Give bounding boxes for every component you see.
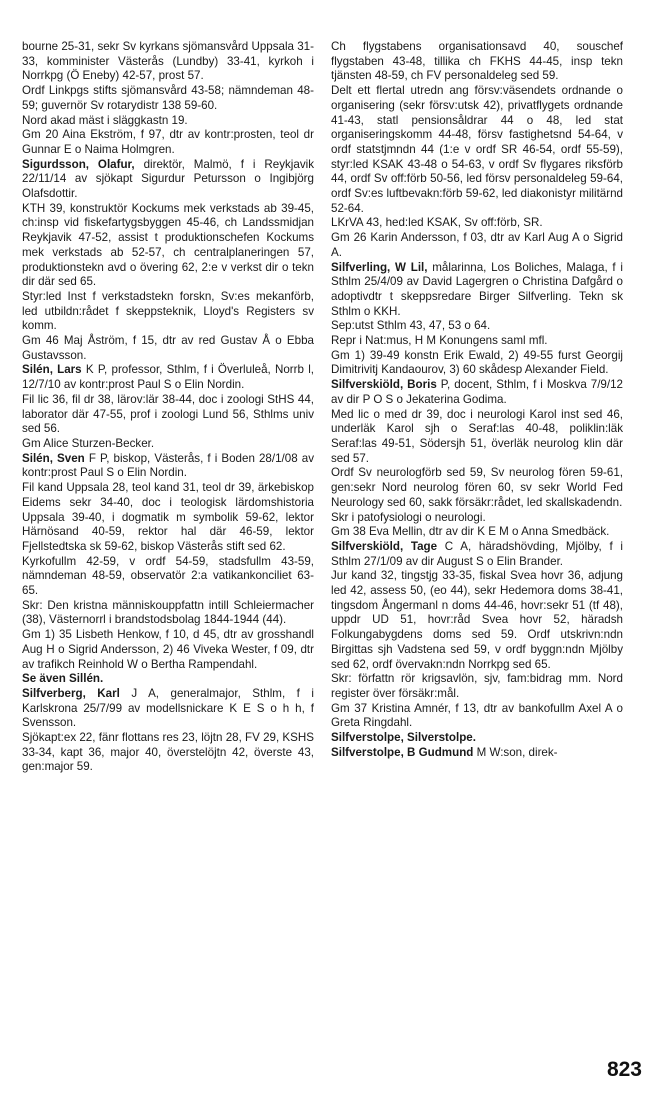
entry-paragraph (22, 481, 314, 555)
entry-text: Gm 1) 39-49 konstn Erik Ewald, 2) 49-55 furst Georgij Dimitrivitj Kandaourov, 3) 60 skådesp Alexander Field. (331, 348, 623, 377)
entry-headword: Silfverskiöld, Boris (331, 378, 437, 392)
entry-text: Gm 26 Karin Andersson, f 03, dtr av Karl Aug A o Sigrid A. (331, 231, 623, 259)
entry-paragraph (22, 437, 314, 452)
entry-paragraph (331, 702, 623, 731)
entry-text: Jur kand 32, tingstjg 33-35, fiskal Svea hovr 36, adjung led 42, assess 50, (eo 44), sekr Hedemora doms 38-41, tingsdom Ångermanl n doms 44-46, hovr:sekr 51 (tf 48), uppdr UD 51, hovr:råd Svea hovr 52, häradsh Folkungabygdens doms sed 59. Ordf utskrivn:ndn Birgittas sjh Vadstena sed 59, v ordf byggn:ndn Mjölby sed 62, ordf övervakn:ndn Norrkpg sed 65. (331, 569, 623, 671)
entry-paragraph (22, 393, 314, 437)
entry-paragraph (331, 746, 623, 761)
entry-text: P, docent, Sthlm, f i Moskva 7/9/12 av dir P O S o Jekaterina Godima. (331, 378, 623, 406)
entry-text: Ch flygstabens organisationsavd 40, souschef flygstaben 43-48, tillika ch FKHS 44-45, insp tekn tjänsten 48-59, ch FV personaldeleg sed 59. (331, 40, 623, 83)
entry-paragraph (22, 40, 314, 84)
entry-paragraph (22, 363, 314, 392)
entry-text: C A, häradshövding, Mjölby, f i Sthlm 27/1/09 av dir August S o Elin Brander. (331, 539, 623, 568)
entry-paragraph (331, 216, 623, 231)
entry-headword: Silfverling, W Lil, (331, 260, 428, 274)
entry-text: bourne 25-31, sekr Sv kyrkans sjömansvård Uppsala 31-33, komminister Västerås (Lundby) 33-41, kyrkoh i Norrkpg (Ö Eneby) 42-57, prost 57. (22, 40, 314, 83)
entry-paragraph (331, 466, 623, 510)
entry-paragraph (22, 555, 314, 599)
entry-headword: Silfverberg, Karl (22, 686, 120, 700)
entry-headword: Sigurdsson, Olafur, (22, 157, 135, 171)
entry-text: Gm Alice Sturzen-Becker. (22, 436, 155, 450)
entry-paragraph (22, 599, 314, 628)
entry-text: Med lic o med dr 39, doc i neurologi Karol inst sed 46, underläk Karol sjh o Seraf:las 40-48, poliklin:läk Seraf:las 49-51, Södersjh 51, överläk neurolog klin där sed 57. (331, 407, 623, 465)
entry-text: Sjökapt:ex 22, fänr flottans res 23, löjtn 28, FV 29, KSHS 33-34, kapt 36, major 40, överstelöjtn 42, överste 43, gen:major 59. (22, 731, 314, 774)
entry-text: Nord akad mäst i släggkastn 19. (22, 113, 188, 127)
entry-paragraph (331, 40, 623, 84)
entry-paragraph (331, 408, 623, 467)
entry-paragraph (331, 540, 623, 569)
entry-text: Ordf Linkpgs stifts sjömansvård 43-58; nämndeman 48-59; guvernör Sv rotarydistr 138 59-60. (22, 84, 314, 112)
entry-paragraph (22, 628, 314, 672)
entry-paragraph (331, 334, 623, 349)
entry-paragraph (331, 672, 623, 701)
entry-text: KTH 39, konstruktör Kockums mek verkstads ab 39-45, ch:insp vid fiskefartygsbyggen 45-46, ch Landssmidjan Reykjavik 47-52, assist t produktionschefen Kockums mek verkstads ab 52-57, ch centralplaneringen 57, produktionstekn avd o övering 62, 2:e v verkst dir o tekn dir där sed 65. (22, 201, 314, 289)
entry-paragraph (331, 731, 623, 746)
entry-paragraph (331, 511, 623, 526)
entry-paragraph (331, 261, 623, 320)
entry-headword: Silfverskiöld, Tage (331, 539, 438, 553)
entry-paragraph (22, 290, 314, 334)
entry-paragraph (22, 202, 314, 290)
entry-text: Gm 1) 35 Lisbeth Henkow, f 10, d 45, dtr av grosshandl Aug H o Sigrid Andersson, 2) 46 Viveka Wester, f 09, dtr av trafikch Reinhold W o Bertha Rampendahl. (22, 628, 314, 671)
entry-text: Skr: författn rör krigsavlön, sjv, fam:bidrag mm. Nord register över försäkr:mål. (331, 672, 623, 700)
entry-paragraph (331, 569, 623, 672)
entry-text: Repr i Nat:mus, H M Konungens saml mfl. (331, 334, 548, 348)
left-column (22, 40, 314, 775)
entry-text: Gm 38 Eva Mellin, dtr av dir K E M o Anna Smedbäck. (331, 525, 610, 539)
entry-text: Fil kand Uppsala 28, teol kand 31, teol dr 39, ärkebiskop Eidems sekr 34-40, doc i teologisk lärdomshistoria Uppsala 39-40, i dogmatik m symbolik 59-62, lektor Härnösand 40-59, rektor hal där 46-59, lektor Fjellstedtska sk 59-62, biskop Västerås stift sed 62. (22, 481, 314, 553)
entry-paragraph (22, 84, 314, 113)
entry-text: Skr: Den kristna människouppfattn intill Schleiermacher (38), Västernorrl i brandstodsbolag 1844-1944 (44). (22, 598, 314, 627)
entry-text: Skr i patofysiologi o neurologi. (331, 510, 486, 524)
entry-paragraph (22, 687, 314, 731)
entry-paragraph (331, 319, 623, 334)
page-number: 823 (606, 1058, 642, 1081)
entry-paragraph (331, 231, 623, 260)
entry-headword: Silfverstolpe, Silverstolpe. (331, 731, 476, 745)
entry-text: K P, professor, Sthlm, f i Överluleå, Norrb l, 12/7/10 av kontr:prost Paul S o Elin Nordin. (22, 363, 314, 392)
entry-text: Delt ett flertal utredn ang försv:väsendets ordnande o organisering (sekr försv:utsk 42), privatflygets ordnande 41-43, statl pensionsåldrar 44 o 48, led stat organiseringskomm 44-48, försv fastighetsnd 54-64, v ordf statstjmndn 44 (1:e v ordf SR 46-54, ordf 55-59), styr:led KSAK 43-48 o 54-63, v ordf Sv flygares riksförb 44, ordf Sv off:förb 50-56, led försv personaldeleg 59-64, ordf Sv:es luftbevakn:förb 59-62, led diakonistyr militärnd 52-64. (331, 84, 623, 215)
entry-text: Gm 20 Aina Ekström, f 97, dtr av kontr:prosten, teol dr Gunnar E o Naima Holmgren. (22, 128, 314, 156)
entry-text: M W:son, direk- (473, 745, 558, 759)
entry-text: Ordf Sv neurologförb sed 59, Sv neurolog fören 59-61, gen:sekr Nord neurolog fören 60, sv sekr World Fed Neurology sed 60, sakk försäkr:rådet, led skallskadendn. (331, 466, 623, 509)
entry-text: LKrVA 43, hed:led KSAK, Sv off:förb, SR. (331, 216, 543, 230)
entry-text: målarinna, Los Boliches, Malaga, f i Sthlm 25/4/09 av David Lagergren o Christina Dafgård o adoptivdtr t skeppsredare Birger Silfverling. Tekn sk Sthlm o KKH. (331, 260, 623, 318)
entry-headword: Silfverstolpe, B Gudmund (331, 745, 474, 759)
entry-paragraph (22, 672, 314, 687)
entry-headword: Silén, Sven (22, 451, 85, 465)
entry-text: J A, generalmajor, Sthlm, f i Karlskrona 25/7/99 av modellsnickare K E S o h h, f Svensson. (22, 686, 314, 730)
entry-text: Gm 37 Kristina Amnér, f 13, dtr av bankofullm Axel A o Greta Ringdahl. (331, 701, 623, 730)
entry-paragraph (22, 731, 314, 775)
entry-paragraph (22, 128, 314, 157)
entry-text: Kyrkofullm 42-59, v ordf 54-59, stadsfullm 43-59, nämndeman 48-59, observatör 2:a vatikankonciliet 63-65. (22, 554, 314, 598)
right-column (331, 40, 623, 760)
entry-paragraph (331, 525, 623, 540)
entry-text: F P, biskop, Västerås, f i Boden 28/1/08 av kontr:prost Paul S o Elin Nordin. (22, 451, 314, 480)
entry-text: Sep:utst Sthlm 43, 47, 53 o 64. (331, 319, 491, 333)
entry-text: direktör, Malmö, f i Reykjavik 22/11/14 av sjökapt Sigurdur Petursson o Ingibjörg Olafsdottir. (22, 157, 314, 201)
entry-paragraph (331, 84, 623, 216)
entry-paragraph (331, 378, 623, 407)
entry-text: Styr:led Inst f verkstadstekn forskn, Sv:es mekanförb, led utbildn:rådet f skeppsteknik, Lloyd's Registers sv komm. (22, 289, 314, 333)
entry-paragraph (22, 158, 314, 202)
entry-paragraph (331, 349, 623, 378)
entry-paragraph (22, 114, 314, 129)
entry-headword: Se även Sillén. (22, 672, 104, 686)
entry-headword: Silén, Lars (22, 363, 82, 377)
entry-text: Gm 46 Maj Åström, f 15, dtr av red Gustav Å o Ebba Gustavsson. (22, 334, 314, 362)
entry-paragraph (22, 452, 314, 481)
entry-paragraph (22, 334, 314, 363)
entry-text: Fil lic 36, fil dr 38, lärov:lär 38-44, doc i zoologi StHS 44, laborator där 47-55, prof i zoologi Lund 56, Sthlms univ sed 56. (22, 392, 314, 436)
